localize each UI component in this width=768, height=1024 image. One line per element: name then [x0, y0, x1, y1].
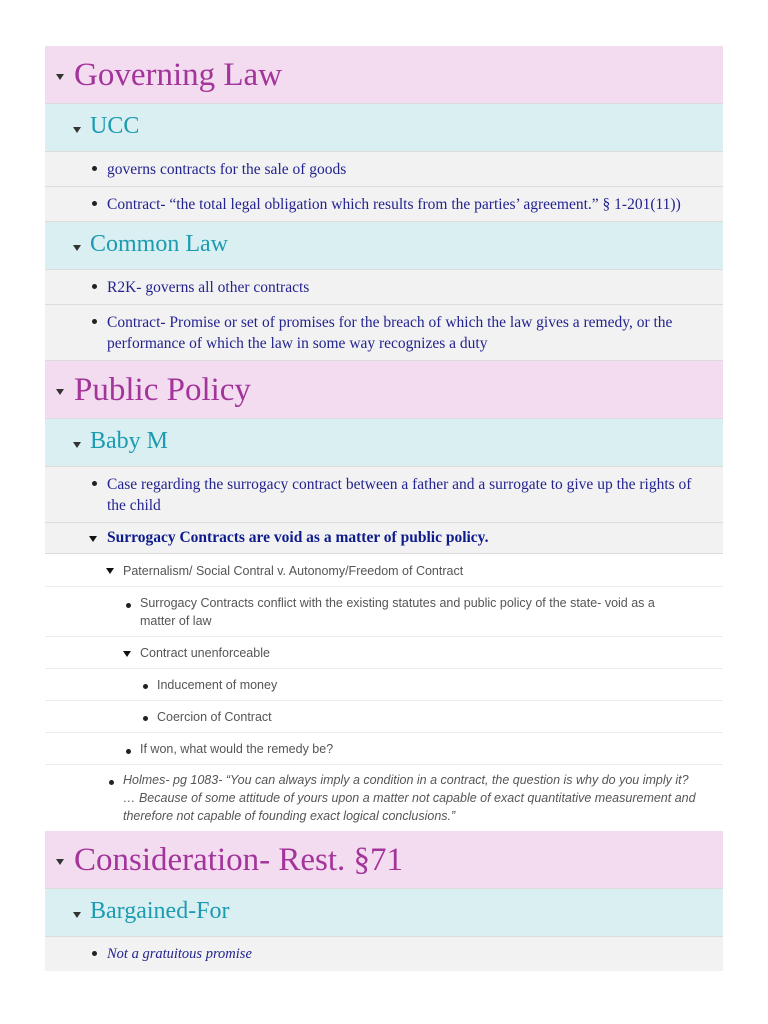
list-item-text: Not a gratuitous promise	[107, 946, 252, 962]
subheading-text: UCC	[90, 113, 140, 139]
disclosure-triangle-icon[interactable]	[123, 651, 131, 657]
list-item	[45, 765, 723, 831]
list-item-text: Contract- Promise or set of promises for the breach of which the law gives a remedy, or the performance of which the law in some way recognizes a duty	[107, 314, 673, 352]
list-item-text: Contract unenforceable	[140, 646, 270, 660]
disclosure-triangle-icon[interactable]	[56, 389, 64, 395]
bullet-icon	[92, 166, 97, 171]
list-item-text: Inducement of money	[157, 678, 278, 692]
heading-text: Public Policy	[74, 372, 251, 408]
list-item-holding[interactable]	[45, 523, 723, 554]
list-item-text: Surrogacy Contracts conflict with the existing statutes and public policy of the state- void as a matter of law	[140, 596, 655, 628]
outline	[45, 46, 723, 971]
disclosure-triangle-icon[interactable]	[106, 568, 114, 574]
disclosure-triangle-icon[interactable]	[73, 442, 81, 448]
bullet-icon	[109, 780, 114, 785]
quote-text: Holmes- pg 1083- “You can always imply a condition in a contract, the question is why do you imply it? … Because of some attitude of yours upon a matter not capable of exact quantitative measurement and therefore not capable of founding exact logical conclusions.”	[123, 773, 696, 823]
list-item-paternalism[interactable]	[45, 554, 723, 587]
list-item	[45, 305, 723, 361]
bullet-icon	[126, 749, 131, 754]
bullet-icon	[92, 201, 97, 206]
list-item-text: Case regarding the surrogacy contract between a father and a surrogate to give up the rights of the child	[107, 476, 692, 514]
bullet-icon	[92, 319, 97, 324]
bullet-icon	[92, 284, 97, 289]
bullet-icon	[92, 951, 97, 956]
list-item-text: Surrogacy Contracts are void as a matter of public policy.	[107, 529, 489, 546]
disclosure-triangle-icon[interactable]	[89, 536, 97, 542]
heading-text: Consideration- Rest. §71	[74, 842, 404, 878]
bullet-icon	[143, 716, 148, 721]
list-item	[45, 187, 723, 222]
list-item-text: Paternalism/ Social Contral v. Autonomy/Freedom of Contract	[123, 564, 464, 578]
disclosure-triangle-icon[interactable]	[73, 127, 81, 133]
list-item	[45, 937, 723, 971]
subheading-common-law[interactable]	[45, 222, 723, 270]
list-item-text: R2K- governs all other contracts	[107, 279, 310, 296]
disclosure-triangle-icon[interactable]	[56, 859, 64, 865]
subheading-text: Baby M	[90, 428, 168, 454]
heading-consideration[interactable]	[45, 831, 723, 889]
bullet-icon	[92, 481, 97, 486]
heading-governing-law[interactable]	[45, 46, 723, 104]
list-item-text: Contract- “the total legal obligation which results from the parties’ agreement.” § 1-201(11))	[107, 196, 681, 213]
list-item	[45, 152, 723, 187]
disclosure-triangle-icon[interactable]	[56, 74, 64, 80]
bullet-icon	[143, 684, 148, 689]
list-item	[45, 669, 723, 701]
list-item-text: governs contracts for the sale of goods	[107, 161, 347, 178]
bullet-icon	[126, 603, 131, 608]
disclosure-triangle-icon[interactable]	[73, 912, 81, 918]
list-item-text: If won, what would the remedy be?	[140, 742, 334, 756]
subheading-bargained-for[interactable]	[45, 889, 723, 937]
list-item	[45, 701, 723, 733]
list-item-unenforceable[interactable]	[45, 637, 723, 669]
list-item	[45, 587, 723, 637]
list-item-text: Coercion of Contract	[157, 710, 272, 724]
heading-public-policy[interactable]	[45, 361, 723, 419]
subheading-ucc[interactable]	[45, 104, 723, 152]
subheading-text: Bargained-For	[90, 898, 230, 924]
list-item	[45, 467, 723, 523]
subheading-baby-m[interactable]	[45, 419, 723, 467]
list-item	[45, 270, 723, 305]
subheading-text: Common Law	[90, 231, 228, 257]
disclosure-triangle-icon[interactable]	[73, 245, 81, 251]
heading-text: Governing Law	[74, 57, 283, 93]
list-item	[45, 733, 723, 765]
